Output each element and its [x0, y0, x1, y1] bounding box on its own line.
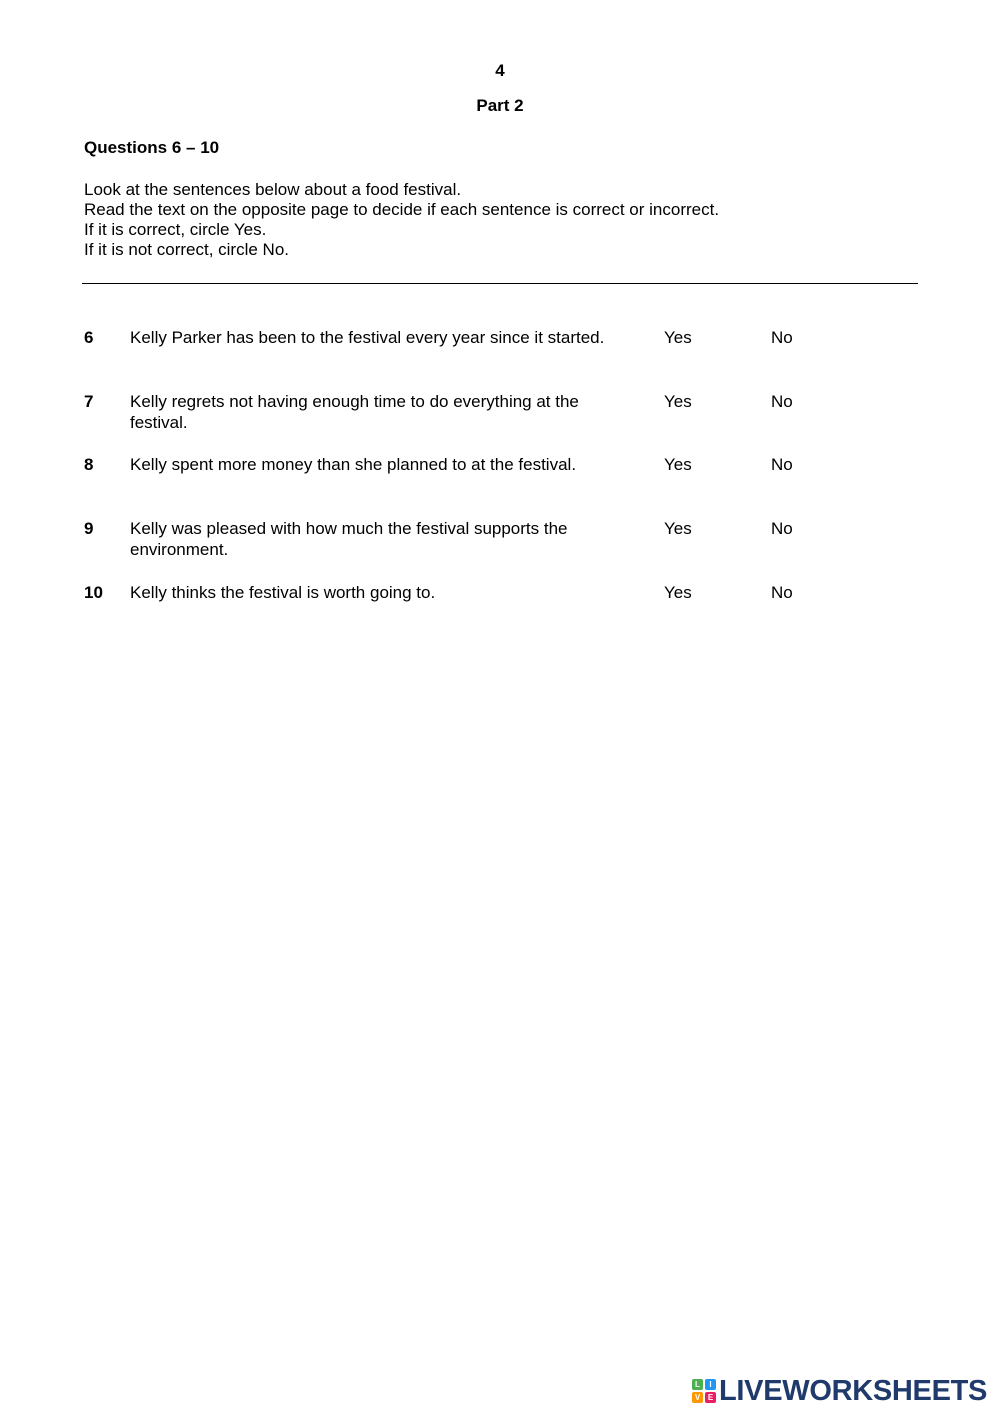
instructions: [84, 180, 719, 260]
question-number: 7: [84, 392, 94, 411]
instruction-line: Look at the sentences below about a food festival.: [84, 180, 462, 199]
question-text: Kelly was pleased with how much the festival supports the environment.: [130, 519, 568, 559]
no-option[interactable]: No: [771, 519, 793, 538]
instruction-line: If it is not correct, circle No.: [84, 240, 289, 259]
yes-option[interactable]: Yes: [664, 392, 692, 411]
question-number: 9: [84, 519, 94, 538]
no-option[interactable]: No: [771, 455, 793, 474]
question-text: Kelly thinks the festival is worth going to.: [130, 583, 436, 602]
question-text: Kelly spent more money than she planned to at the festival.: [130, 455, 577, 474]
question-text: Kelly regrets not having enough time to do everything at the festival.: [130, 392, 579, 432]
question-number: 6: [84, 328, 94, 347]
divider: [82, 283, 918, 284]
yes-option[interactable]: Yes: [664, 455, 692, 474]
instruction-line: Read the text on the opposite page to decide if each sentence is correct or incorrect.: [84, 200, 720, 219]
logo-text: LIVEWORKSHEETS: [719, 1374, 988, 1407]
no-option[interactable]: No: [771, 328, 793, 347]
instruction-line: If it is correct, circle Yes.: [84, 220, 267, 239]
logo-icon: [692, 1379, 716, 1403]
question-number: 8: [84, 455, 94, 474]
yes-option[interactable]: Yes: [664, 519, 692, 538]
logo-icon-tile: E: [705, 1392, 716, 1403]
page-number: 4: [495, 61, 505, 80]
logo-icon-tile: L: [692, 1379, 703, 1390]
logo-icon-tile: I: [705, 1379, 716, 1390]
question-number: 10: [84, 583, 103, 602]
no-option[interactable]: No: [771, 392, 793, 411]
liveworksheets-logo[interactable]: [692, 1374, 987, 1408]
question-text: Kelly Parker has been to the festival every year since it started.: [130, 328, 605, 347]
yes-option[interactable]: Yes: [664, 583, 692, 602]
no-option[interactable]: No: [771, 583, 793, 602]
yes-option[interactable]: Yes: [664, 328, 692, 347]
logo-icon-tile: V: [692, 1392, 703, 1403]
part-title: Part 2: [476, 96, 524, 115]
questions-heading: Questions 6 – 10: [84, 138, 220, 157]
